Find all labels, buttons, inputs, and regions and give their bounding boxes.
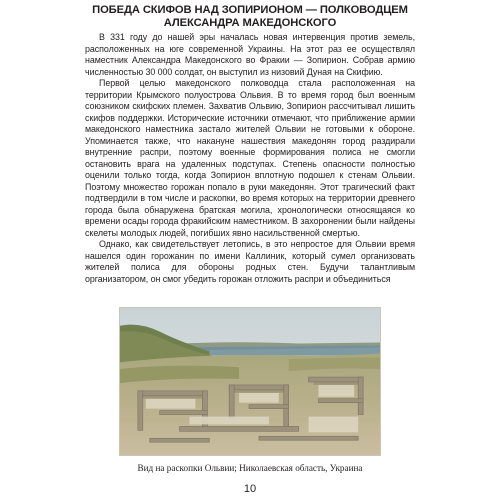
article-body: [85, 32, 415, 285]
excavation-photo-image: [120, 308, 380, 455]
page-title-line-1: ПОБЕДА СКИФОВ НАД ЗОПИРИОНОМ — ПОЛКОВОДЦЕМ: [92, 4, 408, 16]
paragraph-3: Однако, как свидетельствует летопись, в это непростое для Ольвии время нашелся один горожанин по имени Каллиник, который сумел организовать жителей полиса для обороны родных стен. Будучи талантливым организатором, он смог убедить горожан отложить распри и объединиться: [85, 239, 415, 284]
paragraph-1: В 331 году до нашей эры началась новая интервенция против земель, расположенных на юге современной Украины. На этот раз ее осуществлял наместник Александра Македонского во Фракии — Зопирион. Собрав армию численностью 30 000 солдат, он выступил из низовий Дуная на Скифию.: [85, 32, 415, 77]
page-number: 10: [243, 483, 257, 495]
paragraph-2: Первой целью македонского полководца стала расположенная на территории Крымского полуострова Ольвия. В то время город был военным союзником скифских племен. Захватив Ольвию, Зопирион рассчитывал лишить скифов поддержки. Исторические источники отмечают, что приближение армии македонского наместника застало жителей Ольвии не готовыми к обороне. Упоминается также, что накануне нашествия македонян город раздирали внутренние распри, поэтому военные формирования полиса не смогли остановить врага на удаленных подступах. Степень опасности полностью оценили только тогда, когда Зопирион вплотную подошел к стенам Ольвии. Поэтому множество горожан попало в руки македонян. Этот трагический факт подтвердили в том числе и раскопки, во время которых на территории древнего города была обнаружена братская могила, хронологически относящаяся ко времени осады города фракийским наместником. В захоронении были найдены скелеты молодых людей, погибших явно насильственной смертью.: [85, 78, 415, 238]
page-title-line-2: АЛЕКСАНДРА МАКЕДОНСКОГО: [163, 16, 337, 29]
page-title: [80, 4, 420, 29]
figure-caption: Вид на раскопки Ольвии; Николаевская область, Украина: [137, 463, 363, 473]
excavation-photo: [119, 307, 381, 456]
